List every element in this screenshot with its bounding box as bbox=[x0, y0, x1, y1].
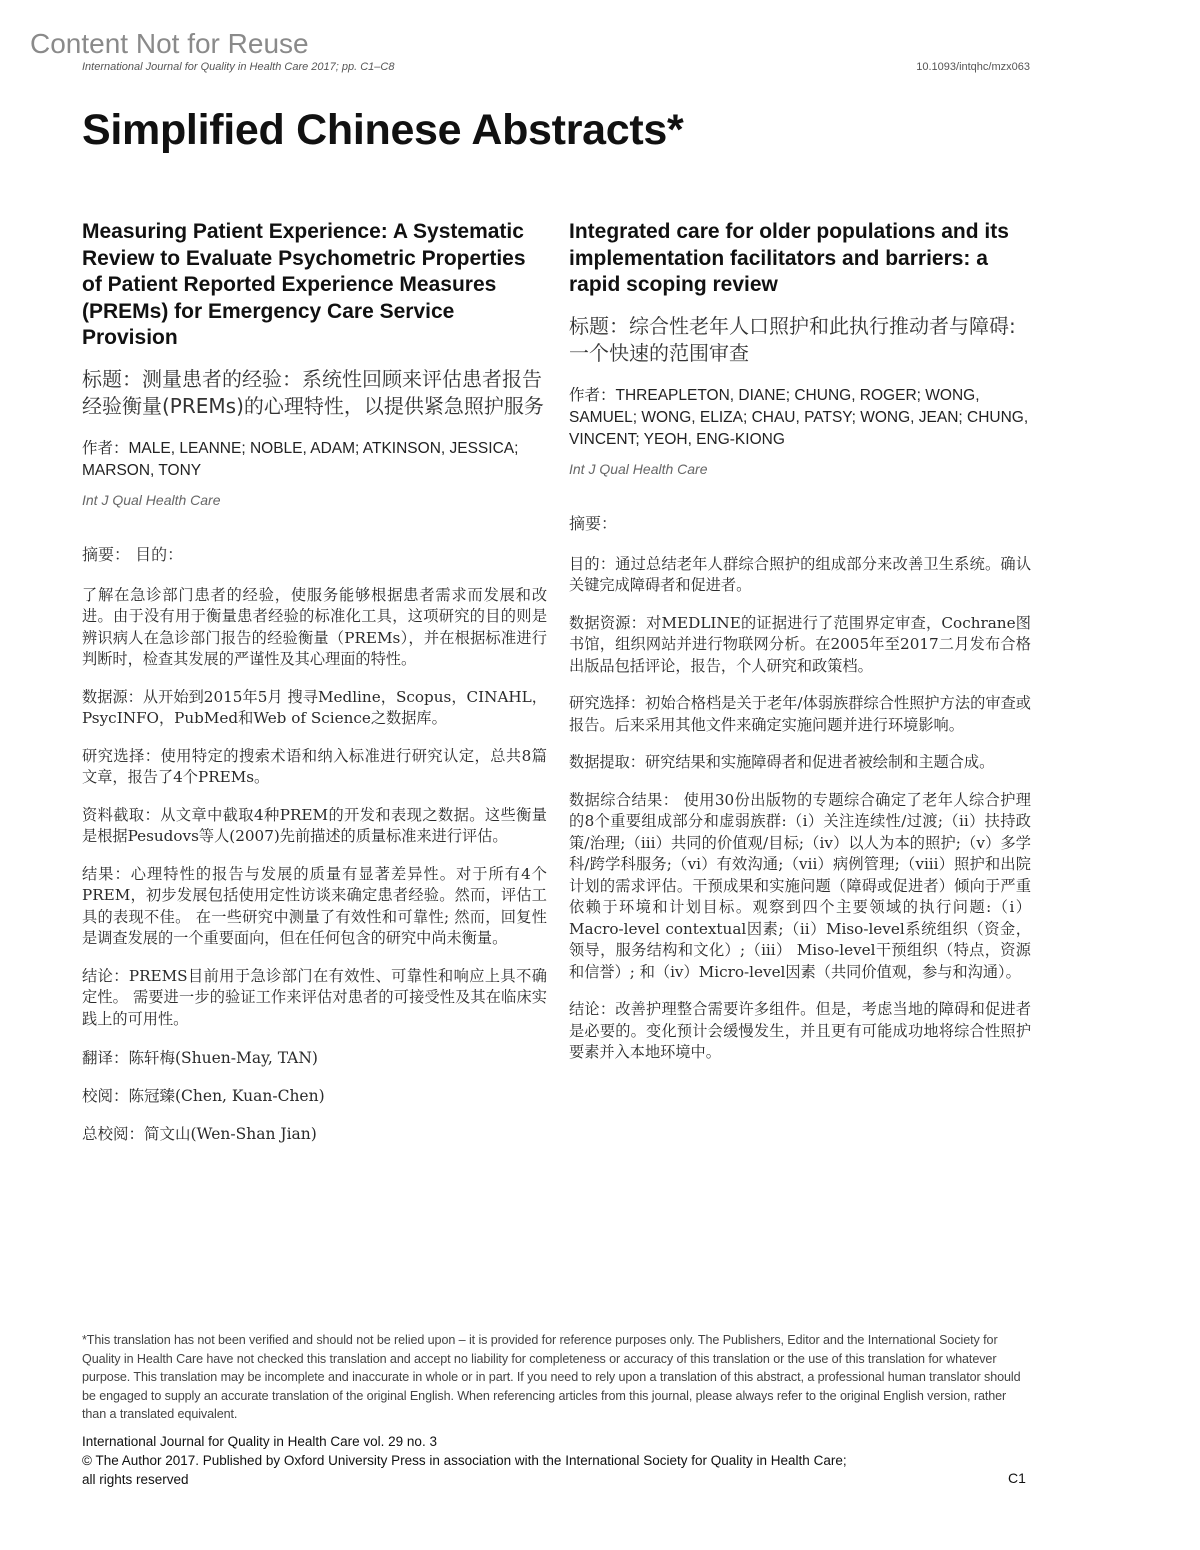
right-abstract-paragraph: 结论：改善护理整合需要许多组件。但是，考虑当地的障碍和促进者是必要的。变化预计会缓慢发生，并且更有可能成功地将综合性照护要素并入本地环境中。 bbox=[569, 1000, 1031, 1061]
right-article-authors: 作者：THREAPLETON, DIANE; CHUNG, ROGER; WONG, SAMUEL; WONG, ELIZA; CHAU, PATSY; WONG, JEAN; CHUNG, VINCENT; YEOH, ENG-KIONG bbox=[569, 386, 1029, 448]
left-abstract-paragraph: 数据源：从开始到2015年5月 搜寻Medline，Scopus，CINAHL，PsycINFO，PubMed和Web of Science之数据库。 bbox=[82, 687, 547, 727]
left-abstract-paragraph: 了解在急诊部门患者的经验，使服务能够根据患者需求而发展和改进。由于没有用于衡量患者经验的标准化工具，这项研究的目的则是辨识病人在急诊部门报告的经验衡量（PREMs），并在根据标准进行判断时，检查其发展的严谨性及其心理面的特性。 bbox=[82, 585, 547, 668]
left-article-chinese-title: 标题：测量患者的经验：系统性回顾来评估患者报告经验衡量(PREMs)的心理特性，以提供紧急照护服务 bbox=[82, 366, 544, 418]
running-header bbox=[82, 61, 1030, 73]
left-abstract-paragraph: 研究选择：使用特定的搜索术语和纳入标准进行研究认定，总共8篇文章，报告了4个PREMs。 bbox=[82, 746, 547, 786]
rights-notice: all rights reserved bbox=[82, 1472, 189, 1487]
right-abstract-heading: 摘要： bbox=[569, 513, 618, 533]
left-abstract-heading: 摘要： 目的： bbox=[82, 544, 184, 564]
left-abstract-paragraph: 资料截取：从文章中截取4种PREM的开发和表现之数据。这些衡量是根据Pesudovs等人(2007)先前描述的质量标准来进行评估。 bbox=[82, 805, 547, 845]
watermark: Content Not for Reuse bbox=[30, 28, 309, 59]
left-article bbox=[82, 219, 547, 1160]
translator-credit: 翻译：陈轩梅(Shuen-May, TAN) bbox=[82, 1049, 318, 1067]
right-article-journal: Int J Qual Health Care bbox=[569, 460, 708, 477]
chief-reviewer-credit: 总校阅：简文山(Wen-Shan Jian) bbox=[82, 1125, 317, 1143]
right-abstract-paragraph: 数据资源：对MEDLINE的证据进行了范围界定审查，Cochrane图书馆，组织网站并进行物联网分析。在2005年至2017二月发布合格出版品包括评论，报告，个人研究和政策档。 bbox=[569, 613, 1031, 675]
right-abstract-paragraph: 目的：通过总结老年人群综合照护的组成部分来改善卫生系统。确认关键完成障碍者和促进者。 bbox=[569, 554, 1031, 594]
publication-info bbox=[82, 1432, 1032, 1489]
right-abstract-paragraph: 数据提取：研究结果和实施障碍者和促进者被绘制和主题合成。 bbox=[569, 753, 995, 771]
page-title: Simplified Chinese Abstracts* bbox=[82, 106, 684, 154]
translation-disclaimer-footnote: *This translation has not been verified and should not be relied upon – it is provided for reference purposes only. The Publishers, Editor and the International Society for Quality in Health Care have not checked this translation and accept no liability for completeness or accuracy of this translation or the use of this translation for whatever purpose. This translation may be incomplete and inaccurate in whole or in part. If you need to rely upon a translation of this abstract, a professional human translator should be engaged to supply an accurate translation of the original English. When referencing articles from this journal, please always refer to the original English version, rather than a translated equivalent. bbox=[82, 1333, 1021, 1421]
right-abstract-paragraph: 数据综合结果： 使用30份出版物的专题综合确定了老年人综合护理的8个重要组成部分和虚弱族群:（i）关注连续性/过渡;（ii）扶持政策/治理;（iii）共同的价值观/目标;（iv）以人为本的照护;（v）多学科/跨学科服务;（vi）有效沟通;（vii）病例管理;（viii）照护和出院计划的需求评估。干预成果和实施问题（障碍或促进者）倾向于严重依赖于环境和计划目标。观察到四个主要领域的执行问题:（i）Macro-level contextual因素;（ii）Miso-level系统组织（资金，领导，服务结构和文化）;（iii） Miso-level干预组织（特点，资源和信誉）; 和（iv）Micro-level因素（共同价值观，参与和沟通）。 bbox=[569, 790, 1031, 981]
left-article-english-title: Measuring Patient Experience: A Systematic Review to Evaluate Psychometric Properties of Patient Reported Experience Measures (PREMs) for Emergency Care Service Provision bbox=[82, 220, 526, 349]
left-abstract-paragraph: 结果：心理特性的报告与发展的质量有显著差异性。对于所有4个PREM，初步发展包括使用定性访谈来确定患者经验。然而，评估工具的表现不佳。 在一些研究中测量了有效性和可靠性; 然而，回复性是调查发展的一个重要面向，但在任何包含的研究中尚未衡量。 bbox=[82, 864, 547, 947]
right-article-chinese-title: 标题：综合性老年人口照护和此执行推动者与障碍:一个快速的范围审查 bbox=[569, 313, 1016, 365]
right-article-english-title: Integrated care for older populations and its implementation facilitators and barriers: a rapid scoping review bbox=[569, 220, 1009, 296]
journal-volume: International Journal for Quality in Health Care vol. 29 no. 3 bbox=[82, 1434, 437, 1449]
reviewer-credit: 校阅：陈冠臻(Chen, Kuan-Chen) bbox=[82, 1087, 325, 1105]
copyright-notice: © The Author 2017. Published by Oxford University Press in association with the International Society for Quality in Health Care; bbox=[82, 1453, 847, 1468]
doi: 10.1093/intqhc/mzx063 bbox=[916, 61, 1030, 73]
right-article bbox=[569, 219, 1031, 1080]
left-article-authors: 作者：MALE, LEANNE; NOBLE, ADAM; ATKINSON, JESSICA; MARSON, TONY bbox=[82, 439, 519, 479]
left-abstract-paragraph: 结论：PREMS目前用于急诊部门在有效性、可靠性和响应上具不确定性。 需要进一步的验证工作来评估对患者的可接受性及其在临床实践上的可用性。 bbox=[82, 966, 547, 1028]
left-article-journal: Int J Qual Health Care bbox=[82, 491, 221, 508]
page-number: C1 bbox=[1008, 1470, 1026, 1486]
journal-reference: International Journal for Quality in Health Care 2017; pp. C1–C8 bbox=[82, 61, 395, 73]
right-abstract-paragraph: 研究选择：初始合格档是关于老年/体弱族群综合性照护方法的审查或报告。后来采用其他文件来确定实施问题并进行环境影响。 bbox=[569, 694, 1031, 734]
